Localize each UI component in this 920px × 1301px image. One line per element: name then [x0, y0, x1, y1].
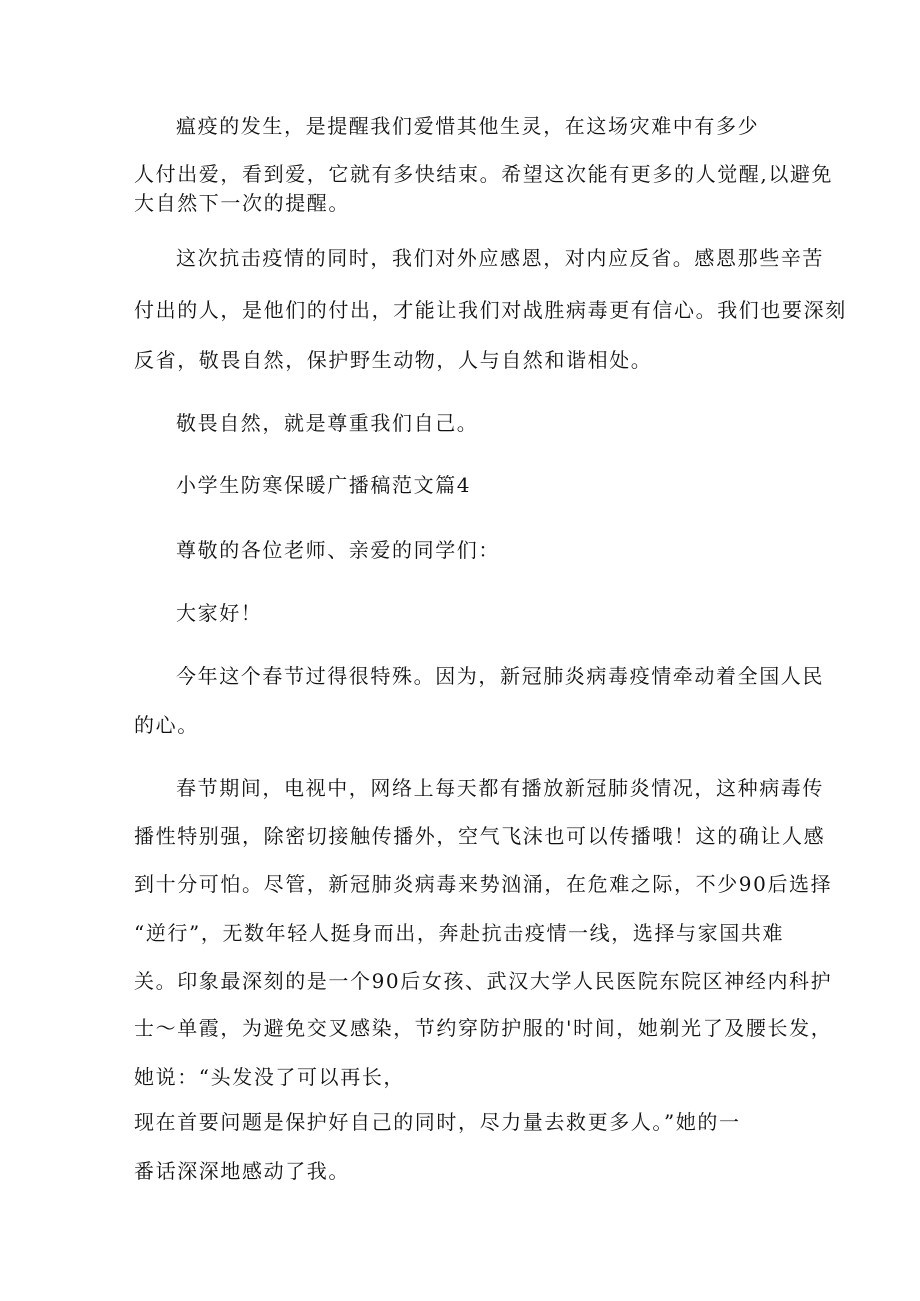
paragraph-line: “逆行”，无数年轻人挺身而出，奔赴抗击疫情一线，选择与家国共难: [134, 921, 785, 945]
paragraph-line: 士～单霞，为避免交叉感染，节约穿防护服的'时间，她剃光了及腰长发，: [134, 1016, 833, 1040]
paragraph-line: 到十分可怕。尽管，新冠肺炎病毒来势汹涌，在危难之际，不少90后选择: [134, 872, 833, 896]
paragraph-line: 的心。: [134, 713, 199, 737]
paragraph-line: 瘟疫的发生，是提醒我们爱惜其他生灵，在这场灾难中有多少: [176, 114, 760, 138]
salutation: 尊敬的各位老师、亲爱的同学们：: [176, 538, 500, 562]
paragraph-line: 大自然下一次的提醒。: [134, 191, 350, 215]
greeting: 大家好！: [176, 601, 263, 625]
paragraph-line: 春节期间，电视中，网络上每天都有播放新冠肺炎情况，这种病毒传: [176, 776, 824, 800]
paragraph-line: 现在首要问题是保护好自己的同时，尽力量去救更多人。”她的一: [134, 1110, 741, 1134]
paragraph-line: 关。印象最深刻的是一个90后女孩、武汉大学人民医院东院区神经内科护: [134, 969, 833, 993]
paragraph-line: 人付出爱，看到爱，它就有多快结束。希望这次能有更多的人觉醒,以避免: [134, 162, 834, 186]
section-heading: 小学生防寒保暖广播稿范文篇4: [176, 473, 472, 497]
paragraph-line: 播性特别强，除密切接触传播外，空气飞沫也可以传播哦！这的确让人感: [134, 824, 826, 848]
paragraph-line: 敬畏自然，就是尊重我们自己。: [176, 411, 479, 435]
paragraph-line: 番话深深地感动了我。: [134, 1159, 350, 1183]
paragraph-line: 今年这个春节过得很特殊。因为，新冠肺炎病毒疫情牵动着全国人民: [176, 664, 824, 688]
paragraph-line: 反省，敬畏自然，保护野生动物，人与自然和谐相处。: [134, 348, 653, 372]
paragraph-line: 付出的人，是他们的付出，才能让我们对战胜病毒更有信心。我们也要深刻: [134, 298, 847, 322]
paragraph-line: 这次抗击疫情的同时，我们对外应感恩，对内应反省。感恩那些辛苦: [176, 246, 824, 270]
paragraph-line: 她说：“头发没了可以再长，: [134, 1065, 406, 1089]
